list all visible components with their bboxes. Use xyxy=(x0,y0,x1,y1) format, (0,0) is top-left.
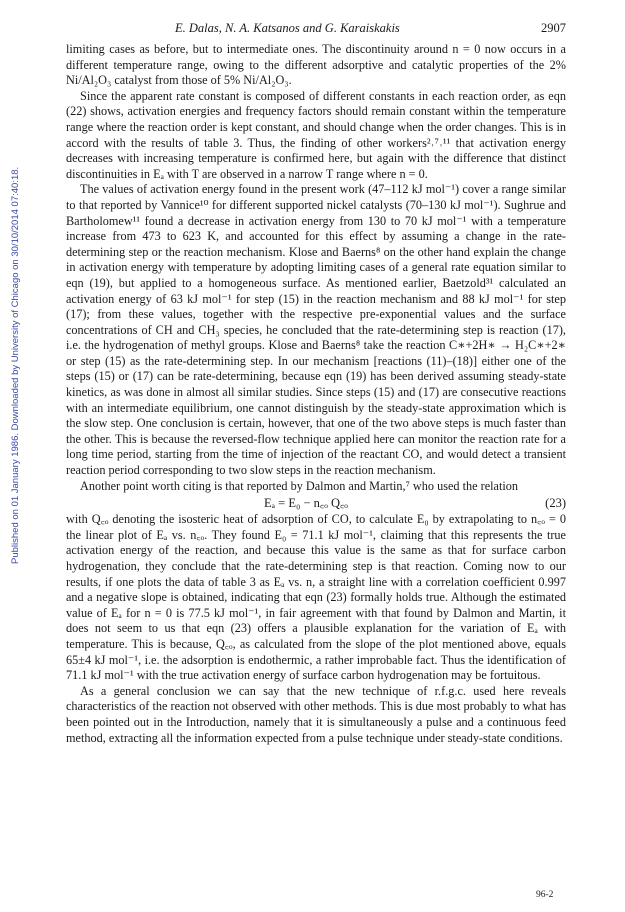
paragraph: Since the apparent rate constant is composed of different constants in each reaction order, as eqn (22) shows, activation energies and frequency factors should remain constant within the temperature range where the reaction order is kept constant, and should change when the order changes. This is in accord with the results of table 3. Thus, the finding of other workers²˒⁷˒¹¹ that activation energy decreases with increasing temperature is confirmed here, but again with the difference that distinct discontinuities in Eₐ with T are observed in a narrow T range where n = 0. xyxy=(66,88,566,181)
equation-number: (23) xyxy=(545,496,566,511)
equation-expression: Eₐ = E₀ − n꜀ₒ Q꜀ₒ xyxy=(264,496,348,511)
running-header xyxy=(66,21,566,37)
paragraph: limiting cases as before, but to intermediate ones. The discontinuity around n = 0 now occurs in a different temperature range, owing to the different adsorptive and catalytic properties of the 2% Ni/Al₂O₃ catalyst from those of 5% Ni/Al₂O₃. xyxy=(66,42,566,88)
paragraph: Another point worth citing is that reported by Dalmon and Martin,⁷ who used the relation xyxy=(80,478,519,493)
running-header-authors: E. Dalas, N. A. Katsanos and G. Karaiskakis xyxy=(175,21,400,35)
equation-23 xyxy=(66,494,566,512)
page-number: 2907 xyxy=(541,21,566,35)
download-watermark: Published on 01 January 1986. Downloaded by University of Chicago on 30/10/2014 07:40:18. xyxy=(10,166,21,564)
paragraph: with Q꜀ₒ denoting the isosteric heat of adsorption of CO, to calculate E₀ by extrapolating to n꜀ₒ = 0 the linear plot of Eₐ vs. n꜀ₒ. They found E₀ = 71.1 kJ mol⁻¹, claiming that this represents the true activation energy of the reaction, and because this value is the same as that for surface carbon hydrogenation, they conclude that the rate-determining step is that reaction. Coming now to our results, if one plots the data of table 3 as Eₐ vs. n, a straight line with a correlation coefficient 0.997 and a negative slope is obtained, indicating that eqn (23) formally holds true. Although the estimated value of Eₐ for n = 0 is 77.5 kJ mol⁻¹, in fair agreement with that found by Dalmon and Martin, it does not seem to us that eqn (23) offers a plausible explanation for the variation of Eₐ with temperature. This is because, Q꜀ₒ, as calculated from the slope of the plot mentioned above, equals 65±4 kJ mol⁻¹, i.e. the adsorption is endothermic, a rather improbable fact. Thus the identification of 71.1 kJ mol⁻¹ with the true activation energy of surface carbon hydrogenation may be fortuitous. xyxy=(66,512,566,683)
paragraph: As a general conclusion we can say that the new technique of r.f.g.c. used here reveals characteristics of the reaction not observed with other methods. This is due most probably to what has been pointed out in the Introduction, namely that it is simultaneously a pulse and a continuous feed method, extracting all the information expected from a pulse technique under steady-state conditions. xyxy=(66,683,566,745)
paragraph: The values of activation energy found in the present work (47–112 kJ mol⁻¹) cover a range similar to that reported by Vannice¹⁰ for different supported nickel catalysts (70–130 kJ mol⁻¹). Sughrue and Bartholomew¹¹ found a decrease in activation energy from 130 to 70 kJ mol⁻¹ with a temperature increase from 473 to 623 K, and accounted for this effect by assuming a change in the rate-determining step or the reaction mechanism. Klose and Baerns⁸ on the other hand explain the change in activation energy with temperature by adopting limiting cases of a general rate equation similar to eqn (19), but applied to a homogeneous surface. As mentioned earlier, Baetzold³¹ calculated an activation energy of 63 kJ mol⁻¹ for step (15) in the reaction mechanism and 88 kJ mol⁻¹ for step (17); from these values, together with the respective pre-exponential values and the surface concentrations of CH and CH₃ species, he concluded that the rate-determining step is reaction (17), i.e. the hydrogenation of methyl groups. Klose and Baerns⁸ take the reaction C∗+2H∗ → H₂C∗+2∗ or step (15) as the rate-determining step. In our mechanism [reactions (11)–(18)] either one of the steps (15) or (17) can be rate-determining, because eqn (19) has been derived assuming steady-state kinetics, as was done in almost all similar studies. Since steps (15) and (17) are consecutive reactions with an intermediate equilibrium, one cannot distinguish by the steady-state approximation which is the slow step. One conclusion is certain, however, that one of the two above steps is much faster than the other. This is because the reversed-flow technique applied here can monitor the reaction rate for a long time period, starting from the time of injection of the reactant CO, and would detect a transient reaction period corresponding to two slow steps in the reaction mechanism. xyxy=(66,182,566,478)
article-body xyxy=(66,42,566,746)
signature-mark: 96-2 xyxy=(536,890,554,900)
